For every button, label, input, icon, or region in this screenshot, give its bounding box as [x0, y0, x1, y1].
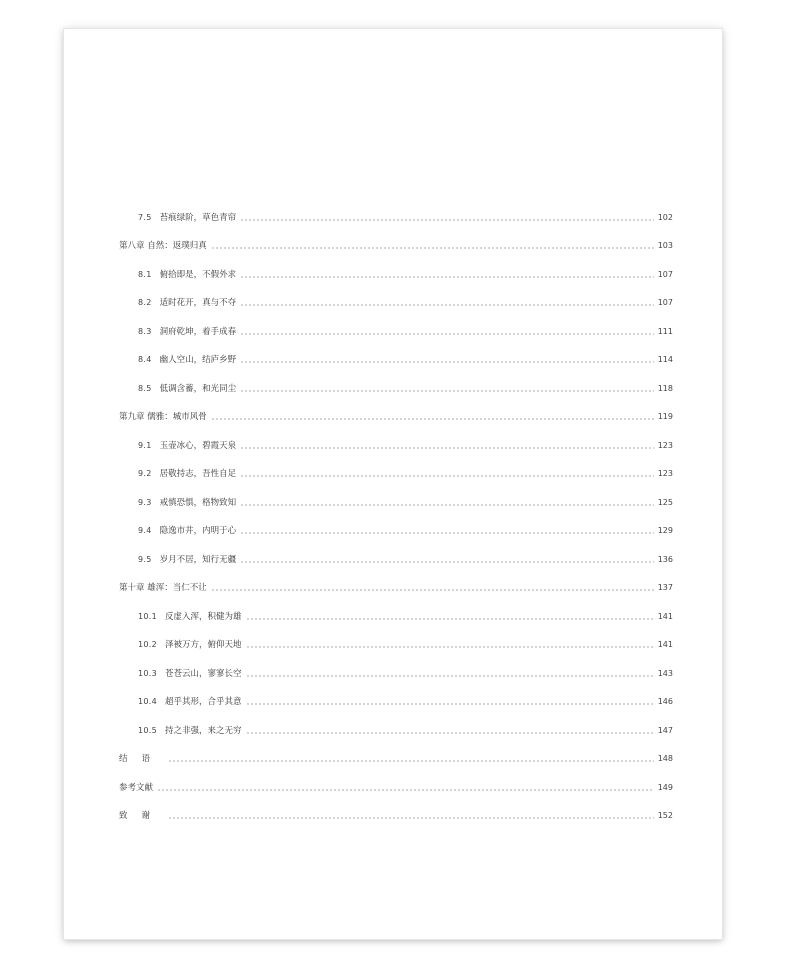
toc-entry[interactable]	[138, 666, 673, 682]
toc-entry-number: 9.4	[138, 526, 152, 535]
toc-leader-dots	[240, 304, 654, 306]
toc-entry-page: 148	[657, 754, 673, 763]
toc-chapter-entry[interactable]	[119, 751, 673, 767]
toc-entry-number: 8.1	[138, 270, 152, 279]
toc-entry-number: 10.2	[138, 640, 158, 649]
toc-entry-number: 10.1	[138, 612, 158, 621]
toc-entry-page: 143	[657, 669, 673, 678]
toc-entry-title: 反虚入浑，积健为雄	[165, 612, 242, 622]
toc-leader-dots	[240, 333, 654, 335]
toc-entry-page: 146	[657, 697, 673, 706]
toc-chapter-entry[interactable]	[119, 580, 673, 596]
toc-chapter-title: 参考文献	[119, 783, 154, 793]
toc-chapter-entry[interactable]	[119, 409, 673, 425]
toc-entry-title: 幽人空山，结庐乡野	[159, 355, 237, 365]
toc-entry[interactable]	[138, 523, 673, 539]
toc-entry-page: 141	[657, 640, 673, 649]
toc-entry[interactable]	[138, 495, 673, 511]
toc-entry-title: 苔痕绿阶，草色青帘	[159, 213, 237, 223]
toc-chapter-entry[interactable]	[119, 780, 673, 796]
toc-entry-title: 玉壶冰心，碧霞天泉	[159, 441, 237, 451]
toc-leader-dots	[211, 418, 654, 420]
toc-leader-dots	[240, 532, 654, 534]
toc-entry-page: 136	[657, 555, 673, 564]
toc-entry-page: 119	[657, 412, 673, 421]
toc-leader-dots	[246, 646, 654, 648]
toc-entry[interactable]	[138, 466, 673, 482]
toc-leader-dots	[168, 760, 654, 762]
toc-entry[interactable]	[138, 295, 673, 311]
toc-entry-page: 152	[657, 811, 673, 820]
toc-entry[interactable]	[138, 381, 673, 397]
toc-chapter-title: 第十章 雄浑：当仁不让	[119, 583, 207, 593]
toc-entry-page: 149	[657, 783, 673, 792]
toc-entry[interactable]	[138, 637, 673, 653]
toc-chapter-title: 致谢	[119, 811, 165, 821]
toc-chapter-title: 第八章 自然：返璞归真	[119, 241, 207, 251]
toc-leader-dots	[240, 447, 654, 449]
toc-entry-page: 137	[657, 583, 673, 592]
toc-entry-title: 超乎其形，合乎其意	[165, 697, 242, 707]
toc-entry-page: 123	[657, 469, 673, 478]
toc-entry-number: 8.4	[138, 355, 152, 364]
toc-leader-dots	[240, 475, 654, 477]
toc-entry-page: 114	[657, 355, 673, 364]
toc-entry-title: 苍苍云山，寥寥长空	[165, 669, 242, 679]
toc-entry-title: 岁月不居，知行无疆	[159, 555, 237, 565]
toc-entry-page: 118	[657, 384, 673, 393]
toc-entry-title: 适时花开，真与不夺	[159, 298, 237, 308]
toc-leader-dots	[246, 703, 654, 705]
toc-entry-title: 洞府乾坤，着手成春	[159, 327, 237, 337]
toc-entry-number: 9.3	[138, 498, 152, 507]
toc-entry-number: 10.4	[138, 697, 158, 706]
toc-leader-dots	[246, 618, 654, 620]
toc-entry-page: 107	[657, 298, 673, 307]
toc-entry-page: 102	[657, 213, 673, 222]
toc-entry-number: 10.5	[138, 726, 158, 735]
toc-leader-dots	[240, 361, 654, 363]
document-page	[64, 29, 722, 939]
toc-entry-page: 103	[657, 241, 673, 250]
toc-entry-number: 9.5	[138, 555, 152, 564]
toc-entry[interactable]	[138, 694, 673, 710]
toc-entry-page: 147	[657, 726, 673, 735]
toc-entry-number: 8.3	[138, 327, 152, 336]
toc-entry-page: 129	[657, 526, 673, 535]
toc-entry-page: 123	[657, 441, 673, 450]
toc-entry-page: 141	[657, 612, 673, 621]
toc-chapter-entry[interactable]	[119, 238, 673, 254]
toc-chapter-title: 第九章 儒雅：城市风骨	[119, 412, 207, 422]
toc-entry[interactable]	[138, 609, 673, 625]
toc-entry-number: 9.2	[138, 469, 152, 478]
toc-entry[interactable]	[138, 210, 673, 226]
toc-entry[interactable]	[138, 723, 673, 739]
toc-leader-dots	[240, 219, 654, 221]
toc-entry-title: 居敬持志，吾性自足	[159, 469, 237, 479]
toc-entry-number: 7.5	[138, 213, 152, 222]
toc-entry-title: 泽被万方，俯仰天地	[165, 640, 242, 650]
toc-entry-number: 8.2	[138, 298, 152, 307]
toc-entry[interactable]	[138, 438, 673, 454]
toc-leader-dots	[211, 247, 654, 249]
toc-leader-dots	[240, 276, 654, 278]
toc-entry-title: 俯拾即是，不假外求	[159, 270, 237, 280]
toc-leader-dots	[157, 789, 654, 791]
toc-entry-title: 低调含蓄，和光同尘	[159, 384, 237, 394]
toc-entry-page: 107	[657, 270, 673, 279]
toc-leader-dots	[246, 675, 654, 677]
toc-leader-dots	[240, 561, 654, 563]
toc-entry-title: 戒慎恐惧，格物致知	[159, 498, 237, 508]
toc-leader-dots	[211, 589, 654, 591]
toc-chapter-entry[interactable]	[119, 808, 673, 824]
toc-entry[interactable]	[138, 552, 673, 568]
toc-chapter-title: 结语	[119, 754, 165, 764]
toc-leader-dots	[240, 504, 654, 506]
toc-leader-dots	[240, 390, 654, 392]
toc-entry[interactable]	[138, 352, 673, 368]
table-of-contents	[64, 29, 722, 939]
toc-entry[interactable]	[138, 267, 673, 283]
toc-leader-dots	[246, 732, 654, 734]
toc-entry-title: 持之非强，来之无穷	[165, 726, 242, 736]
toc-entry[interactable]	[138, 324, 673, 340]
toc-entry-number: 10.3	[138, 669, 158, 678]
toc-entry-title: 隐逸市井，内明于心	[159, 526, 237, 536]
toc-entry-number: 9.1	[138, 441, 152, 450]
toc-entry-page: 125	[657, 498, 673, 507]
toc-leader-dots	[168, 817, 654, 819]
toc-entry-page: 111	[657, 327, 673, 336]
toc-entry-number: 8.5	[138, 384, 152, 393]
